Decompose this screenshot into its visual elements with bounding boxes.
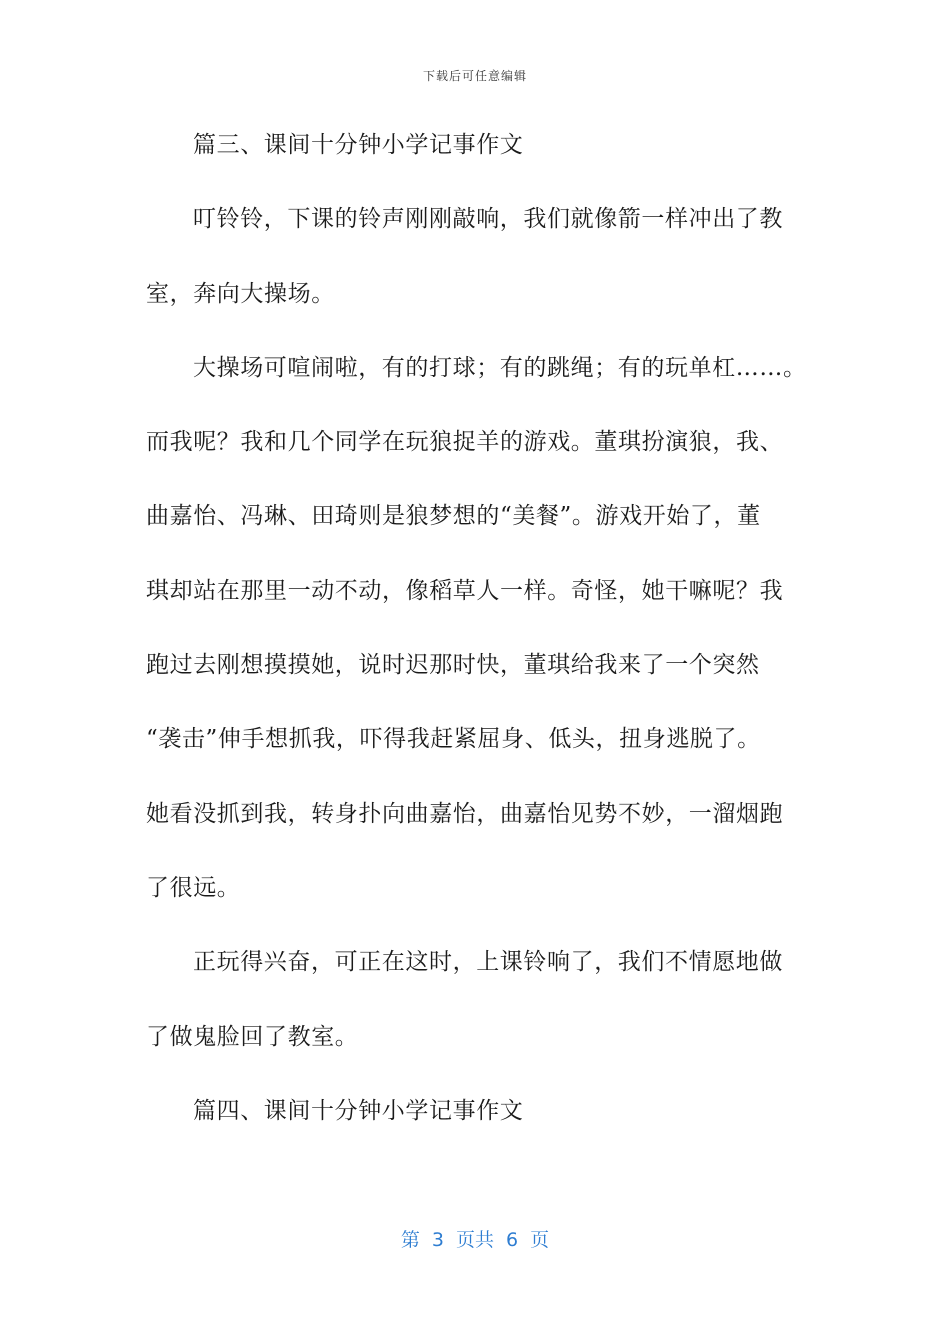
footer-prefix: 第 [400, 1229, 420, 1251]
paragraph-line: 了做鬼脸回了教室。 [146, 1023, 359, 1050]
footer-suffix: 页 [530, 1229, 550, 1251]
paragraph-line: 曲嘉怡、冯琳、田琦则是狼梦想的“美餐”。游戏开始了，董 [146, 503, 761, 530]
page-number-footer [0, 1225, 950, 1252]
footer-middle: 页共 [455, 1229, 494, 1251]
page-header-note: 下载后可任意编辑 [422, 69, 527, 83]
paragraph-line: 室，奔向大操场。 [146, 280, 335, 307]
footer-total-pages: 6 [506, 1229, 519, 1251]
section-heading: 篇四、课间十分钟小学记事作文 [193, 1097, 524, 1124]
paragraph-line: 而我呢？我和几个同学在玩狼捉羊的游戏。董琪扮演狼，我、 [146, 429, 784, 456]
paragraph-line: 了很远。 [146, 874, 241, 901]
paragraph-line: 琪却站在那里一动不动，像稻草人一样。奇怪，她干嘛呢？我 [146, 577, 784, 604]
paragraph-line: 正玩得兴奋，可正在这时，上课铃响了，我们不情愿地做 [193, 949, 783, 976]
paragraph-line: 跑过去刚想摸摸她，说时迟那时快，董琪给我来了一个突然 [146, 652, 760, 679]
document-body [146, 128, 806, 1168]
section-heading: 篇三、课间十分钟小学记事作文 [193, 132, 524, 158]
paragraph-line: “袭击”伸手想抓我，吓得我赶紧屈身、低头，扭身逃脱了。 [146, 726, 761, 753]
paragraph-line: 叮铃铃，下课的铃声刚刚敲响，我们就像箭一样冲出了教 [193, 206, 783, 233]
paragraph-line: 大操场可喧闹啦，有的打球；有的跳绳；有的玩单杠……。 [193, 354, 807, 381]
footer-current-page: 3 [431, 1229, 444, 1251]
paragraph-line: 她看没抓到我，转身扑向曲嘉怡，曲嘉怡见势不妙，一溜烟跑 [146, 800, 784, 827]
